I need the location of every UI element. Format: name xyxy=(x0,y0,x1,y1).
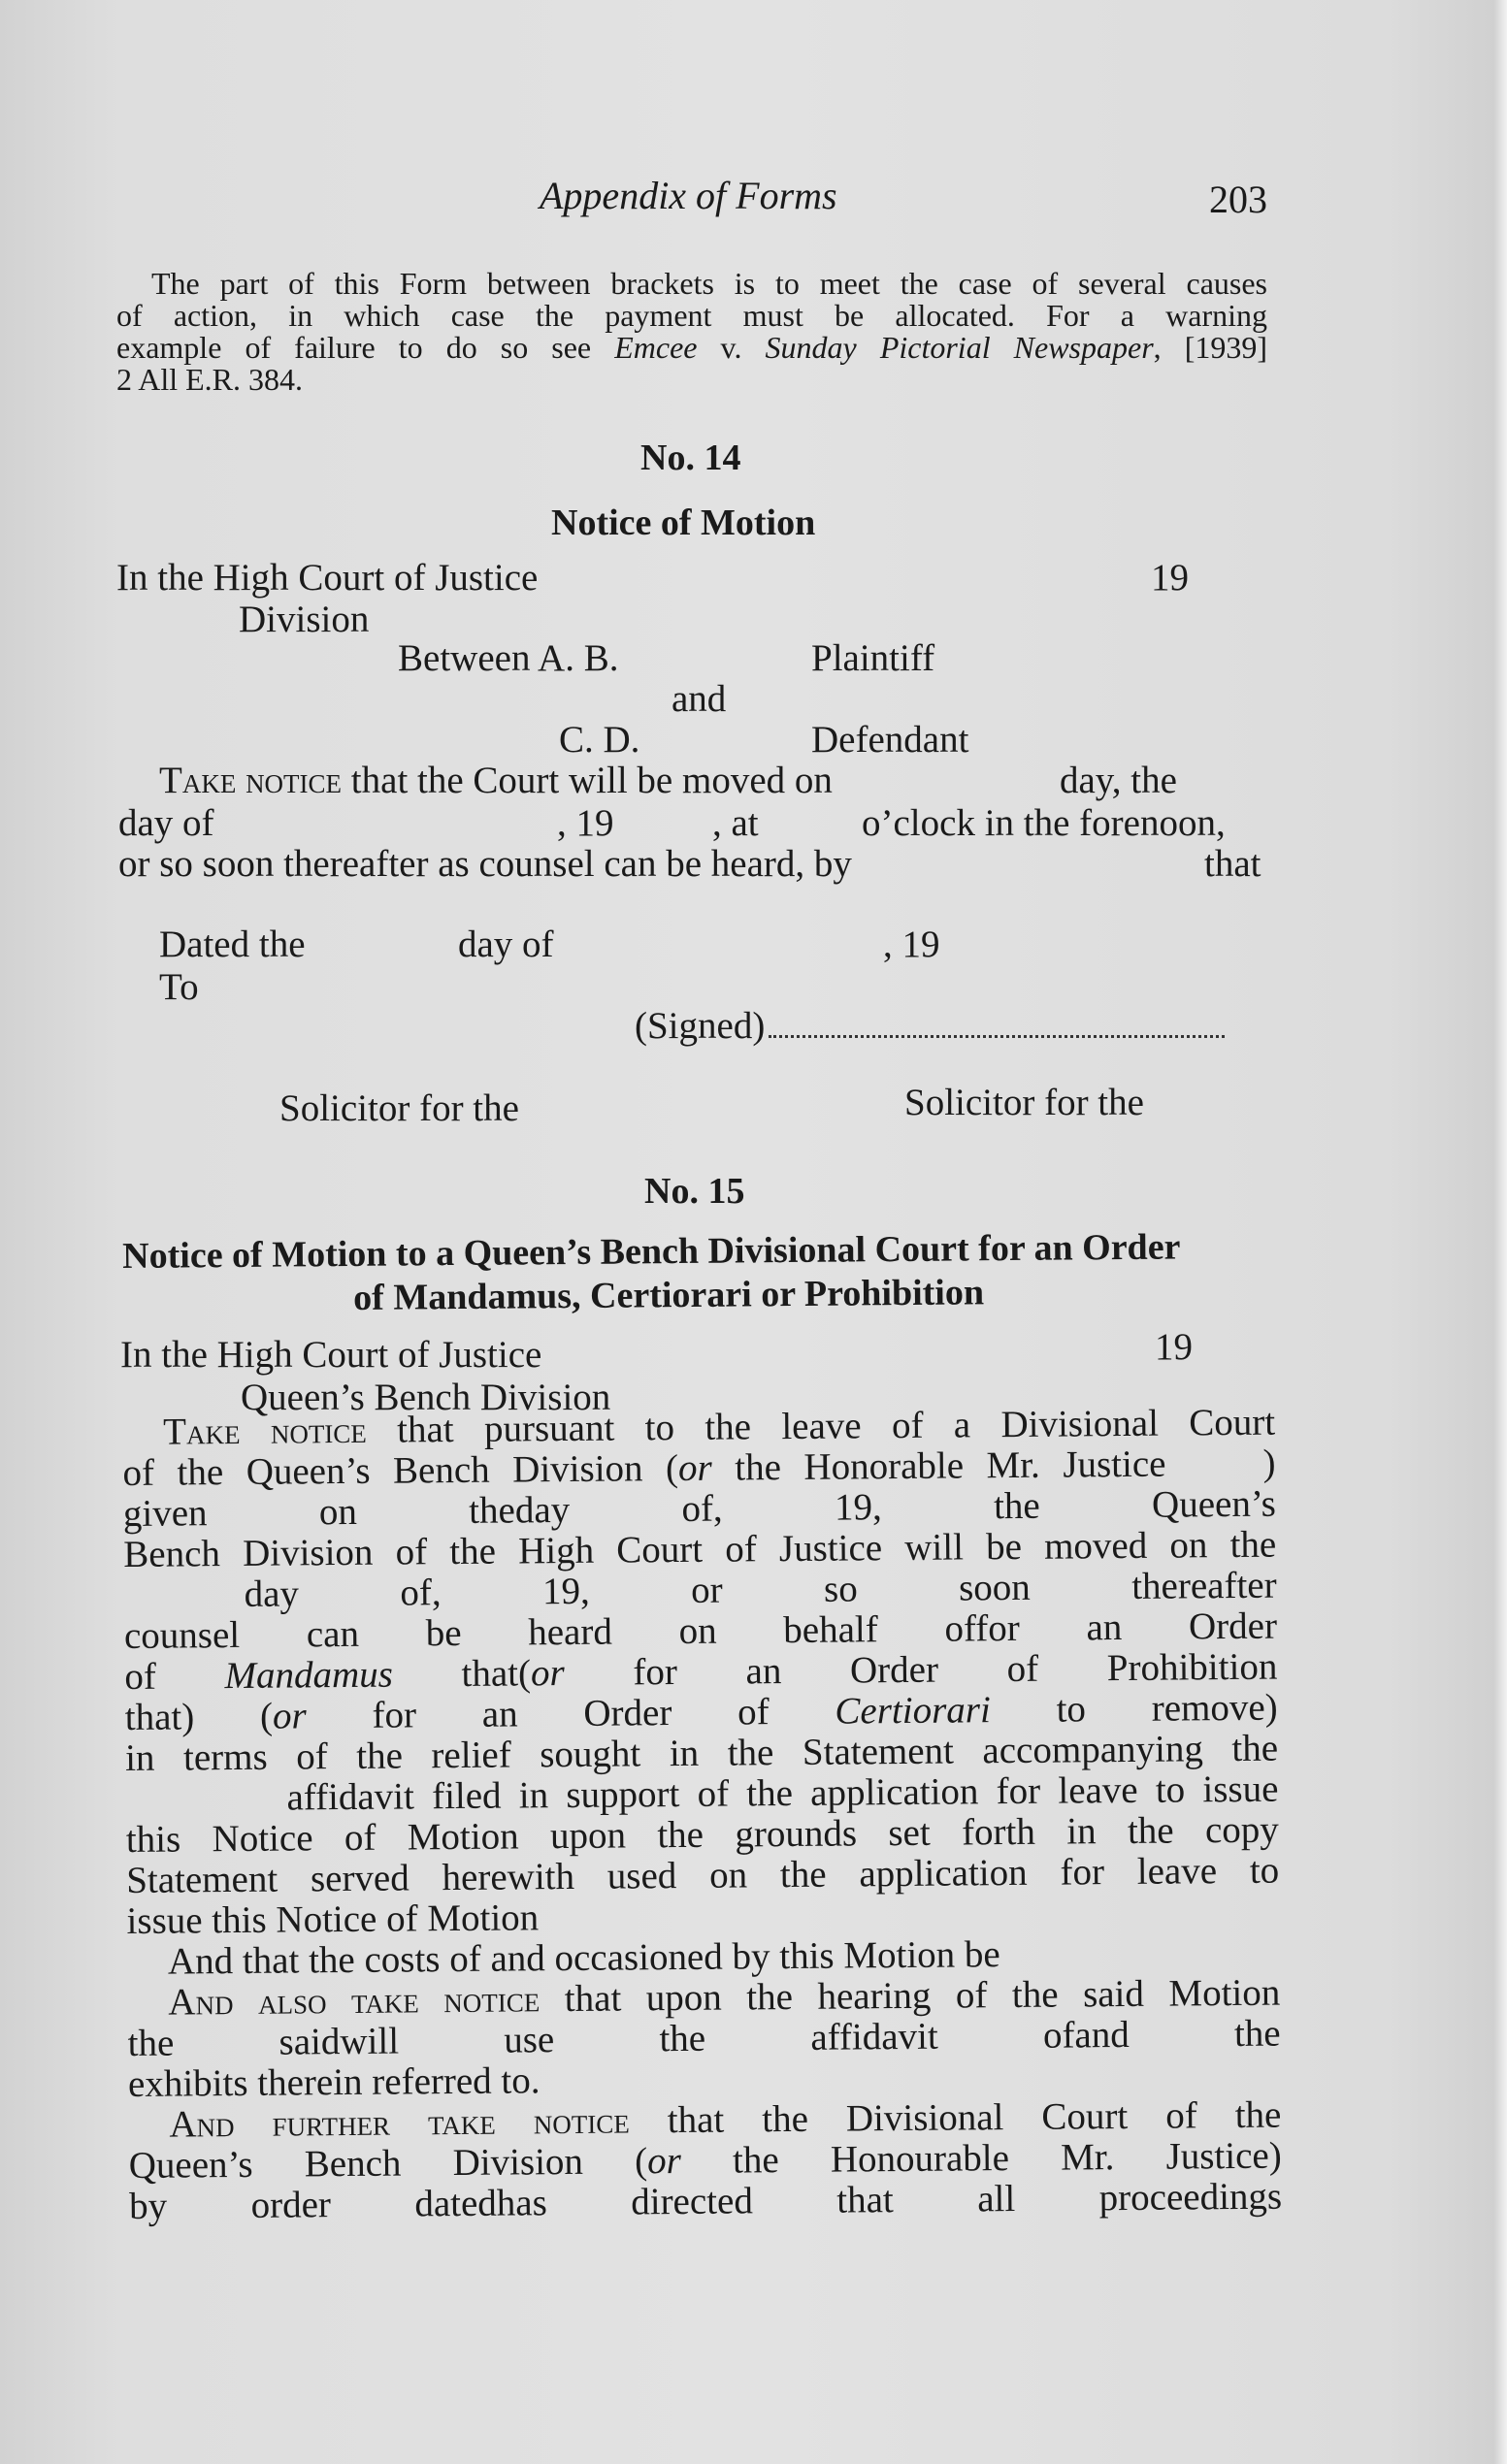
body-text: for an Order xyxy=(975,1605,1278,1650)
form15-title-line1: Notice of Motion to a Queen’s Bench Divisional Court for an Order xyxy=(122,1226,1181,1277)
italic-or: or xyxy=(677,1446,712,1490)
body-line: exhibits therein referred to. xyxy=(127,2059,541,2105)
form14-solicitor-right: Solicitor for the xyxy=(904,1082,1144,1123)
case-name: Sunday Pictorial Newspaper xyxy=(765,330,1154,365)
form15-court: In the High Court of Justice xyxy=(120,1334,542,1376)
body-line: Bench Division of the High Court of Justice will be moved on the xyxy=(123,1523,1277,1575)
page-number: 203 xyxy=(1209,178,1267,221)
body-text: ) xyxy=(1264,1686,1278,1729)
italic-term: Certiorari xyxy=(835,1689,991,1733)
form15-title-line2: of Mandamus, Certiorari or Prohibition xyxy=(353,1272,985,1318)
body-text: of the Queen’s Bench Division ( xyxy=(122,1447,679,1494)
body-line xyxy=(129,2177,1282,2227)
body-text: that the Divisional Court of the xyxy=(629,2093,1282,2142)
italic-or: or xyxy=(646,2140,681,2183)
intro-note xyxy=(116,268,1267,396)
body-text: the Honourable Mr. Justice xyxy=(680,2134,1269,2183)
note-line: 2 All E.R. 384. xyxy=(116,362,304,397)
form14-and: and xyxy=(672,678,727,720)
form14-court: In the High Court of Justice xyxy=(116,557,539,599)
signature-dotted-line xyxy=(769,1035,1225,1038)
form14-title: Notice of Motion xyxy=(551,503,816,543)
form14-year: 19 xyxy=(1151,557,1189,599)
form14-number: No. 14 xyxy=(640,438,741,478)
form14-day-of: day of xyxy=(458,924,554,965)
form14-dated-year: , 19 xyxy=(883,924,940,965)
body-text: the Honorable Mr. Justice xyxy=(711,1443,1166,1489)
small-caps-lead: And also take notice xyxy=(168,1978,541,2024)
form15-body xyxy=(122,1403,1282,2227)
italic-term: Mandamus xyxy=(224,1653,394,1698)
body-text: ) ( xyxy=(181,1695,274,1738)
body-text: , the Queen’s xyxy=(871,1482,1277,1529)
form15-number: No. 15 xyxy=(644,1171,745,1212)
small-caps-lead: And further take notice xyxy=(169,2099,630,2146)
note-line: The part of this Form between brackets is to meet the case of several causes xyxy=(151,266,1267,301)
body-text: has directed that all proceedings xyxy=(496,2175,1283,2224)
body-line: Statement served herewith used on the application for leave to xyxy=(126,1849,1280,1901)
form15-year: 19 xyxy=(1155,1326,1193,1368)
body-text: that xyxy=(124,1696,182,1738)
italic-or: or xyxy=(530,1652,565,1695)
italic-or: or xyxy=(272,1695,307,1737)
note-text: v. xyxy=(697,330,766,365)
running-header: Appendix of Forms xyxy=(540,174,837,217)
body-text: will use the affidavit of xyxy=(340,2014,1075,2063)
body-text: that pursuant to the leave of a Divisional Court xyxy=(366,1401,1276,1451)
body-text: ) xyxy=(1268,2134,1282,2177)
body-text: counsel can be heard on behalf of xyxy=(123,1607,976,1657)
form14-notice-line2b: , 19 xyxy=(557,802,614,844)
body-text: for an Order of xyxy=(306,1690,835,1737)
body-text: of xyxy=(124,1655,225,1698)
body-text: by order dated xyxy=(128,2182,497,2227)
notice-text: that the Court will be moved on xyxy=(342,760,833,801)
note-line: of action, in which case the payment must be allocated. For a warning xyxy=(116,298,1267,333)
body-text: ( xyxy=(517,1652,532,1695)
body-text: , or so soon thereafter xyxy=(579,1564,1277,1612)
form14-notice-line3-that: that xyxy=(1204,843,1261,885)
form14-defendant: Defendant xyxy=(811,719,969,761)
form14-solicitor-left: Solicitor for the xyxy=(279,1087,519,1129)
page-edge xyxy=(1493,0,1507,2464)
body-text: ) xyxy=(1262,1442,1276,1484)
note-line xyxy=(116,332,1267,364)
body-text: given on the xyxy=(122,1489,516,1535)
form14-cd: C. D. xyxy=(559,719,640,761)
form14-notice-line2c: , at xyxy=(712,802,759,844)
form14-notice-line1 xyxy=(159,759,833,802)
body-text: day of xyxy=(244,1572,433,1615)
body-line: in terms of the relief sought in the Statement accompanying the xyxy=(124,1727,1279,1779)
signed-label: (Signed) xyxy=(635,1005,766,1047)
note-text: , [1939] xyxy=(1153,330,1268,365)
body-text: , 19 xyxy=(431,1570,581,1614)
body-text: the said xyxy=(127,2021,341,2064)
note-text: example of failure to do so see xyxy=(116,330,615,365)
body-text: and the xyxy=(1074,2012,1281,2057)
body-line: issue this Notice of Motion xyxy=(126,1897,540,1942)
form14-to: To xyxy=(159,966,199,1008)
small-caps-lead: Take notice xyxy=(162,1409,368,1453)
body-text: Queen’s Bench Division ( xyxy=(128,2140,648,2187)
body-text: day of xyxy=(514,1487,714,1532)
body-text: to remove xyxy=(990,1686,1265,1732)
form14-notice-line2d: o’clock in the forenoon, xyxy=(862,802,1226,844)
small-caps-lead: Take notice xyxy=(159,760,343,801)
body-text: , 19 xyxy=(712,1486,873,1530)
body-line: And that the costs of and occasioned by this Motion be xyxy=(167,1933,1000,1983)
form14-notice-day: day, the xyxy=(1060,760,1177,801)
form14-between: Between A. B. xyxy=(398,637,619,679)
case-name: Emcee xyxy=(614,330,698,365)
form14-plaintiff: Plaintiff xyxy=(811,637,935,679)
body-line: affidavit filed in support of the application for leave to issue xyxy=(286,1767,1279,1819)
body-text: that xyxy=(392,1652,519,1696)
body-text: that upon the hearing of the said Motion xyxy=(540,1971,1281,2021)
body-text: for an Order of Prohibition xyxy=(564,1645,1278,1695)
form14-division: Division xyxy=(239,599,370,640)
form15-division: Queen’s Bench Division xyxy=(241,1377,611,1418)
form14-signature-line xyxy=(635,1004,1225,1048)
form14-notice-line2a: day of xyxy=(118,802,214,844)
form14-notice-line3: or so soon thereafter as counsel can be heard, by xyxy=(118,843,852,885)
body-line: this Notice of Motion upon the grounds set forth in the copy xyxy=(125,1808,1279,1861)
form14-dated-the: Dated the xyxy=(159,924,306,965)
